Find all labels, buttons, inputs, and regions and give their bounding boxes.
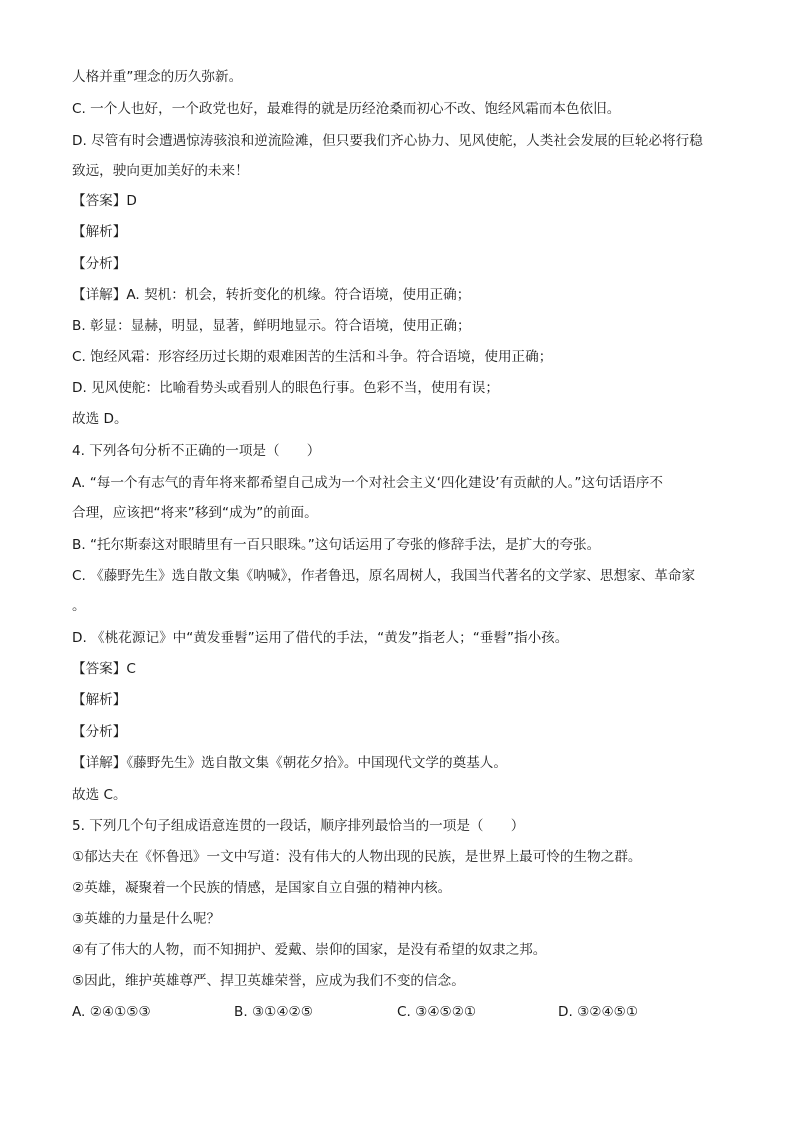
question-4-stem: 4. 下列各句分析不正确的一项是（ ） <box>72 443 321 459</box>
option-d: D. ③②④⑤① <box>558 1004 639 1020</box>
detail-line: 【详解】《藤野先生》选自散文集《朝花夕拾》。中国现代文学的奠基人。 <box>72 755 507 771</box>
analysis-label: 【解析】 <box>72 692 127 708</box>
sentence-1: ①郁达夫在《怀鲁迅》一文中写道：没有伟大的人物出现的民族，是世界上最可怜的生物之群。 <box>72 849 642 865</box>
question-4-option: B. “托尔斯泰这对眼睛里有一百只眼珠。”这句话运用了夸张的修辞手法，是扩大的夸张。 <box>72 537 601 553</box>
sentence-4: ④有了伟大的人物，而不知拥护、爱戴、崇仰的国家，是没有希望的奴隶之邦。 <box>72 942 547 958</box>
text-line: D. 尽管有时会遭遇惊涛骇浪和逆流险滩，但只要我们齐心协力、见风使舵，人类社会发展的巨轮必将行稳 <box>72 133 703 149</box>
conclusion-line: 故选 C。 <box>72 787 127 803</box>
question-4-option: 合理，应该把“将来”移到“成为”的前面。 <box>72 505 318 521</box>
question-4-option: 。 <box>72 598 86 614</box>
sentence-3: ③英雄的力量是什么呢？ <box>72 911 221 927</box>
analysis-sub-label: 【分析】 <box>72 724 127 740</box>
analysis-label: 【解析】 <box>72 224 127 240</box>
option-c: C. ③④⑤②① <box>397 1004 477 1020</box>
option-b: B. ③①④②⑤ <box>234 1004 313 1020</box>
detail-line: B. 彰显：显赫，明显，显著，鲜明地显示。符合语境，使用正确； <box>72 318 471 334</box>
analysis-sub-label: 【分析】 <box>72 256 127 272</box>
text-line: 人格并重”理念的历久弥新。 <box>72 69 243 85</box>
sentence-5: ⑤因此，维护英雄尊严、捍卫英雄荣誉，应成为我们不变的信念。 <box>72 973 465 989</box>
conclusion-line: 故选 D。 <box>72 411 128 427</box>
text-line: 致远，驶向更加美好的未来！ <box>72 163 249 179</box>
question-4-option: A. “每一个有志气的青年将来都希望自己成为一个对社会主义‘四化建设’有贡献的人。”这句话语序不 <box>72 475 663 491</box>
detail-line: 【详解】A. 契机：机会，转折变化的机缘。符合语境，使用正确； <box>72 287 471 303</box>
question-4-option: C. 《藤野先生》选自散文集《呐喊》，作者鲁迅，原名周树人，我国当代著名的文学家、思想家、革命家 <box>72 568 696 584</box>
detail-line: D. 见风使舵：比喻看势头或看别人的眼色行事。色彩不当，使用有误； <box>72 380 499 396</box>
detail-line: C. 饱经风霜：形容经历过长期的艰难困苦的生活和斗争。符合语境，使用正确； <box>72 349 553 365</box>
answer-label: 【答案】C <box>72 661 136 677</box>
question-5-stem: 5. 下列几个句子组成语意连贯的一段话，顺序排列最恰当的一项是（ ） <box>72 818 525 834</box>
answer-label: 【答案】D <box>72 193 137 209</box>
sentence-2: ②英雄，凝聚着一个民族的情感，是国家自立自强的精神内核。 <box>72 880 452 896</box>
text-line: C. 一个人也好，一个政党也好，最难得的就是历经沧桑而初心不改、饱经风霜而本色依旧。 <box>72 101 621 117</box>
option-a: A. ②④①⑤③ <box>72 1004 151 1020</box>
question-4-option: D. 《桃花源记》中“黄发垂髫”运用了借代的手法，“黄发”指老人；“垂髫”指小孩。 <box>72 630 569 646</box>
